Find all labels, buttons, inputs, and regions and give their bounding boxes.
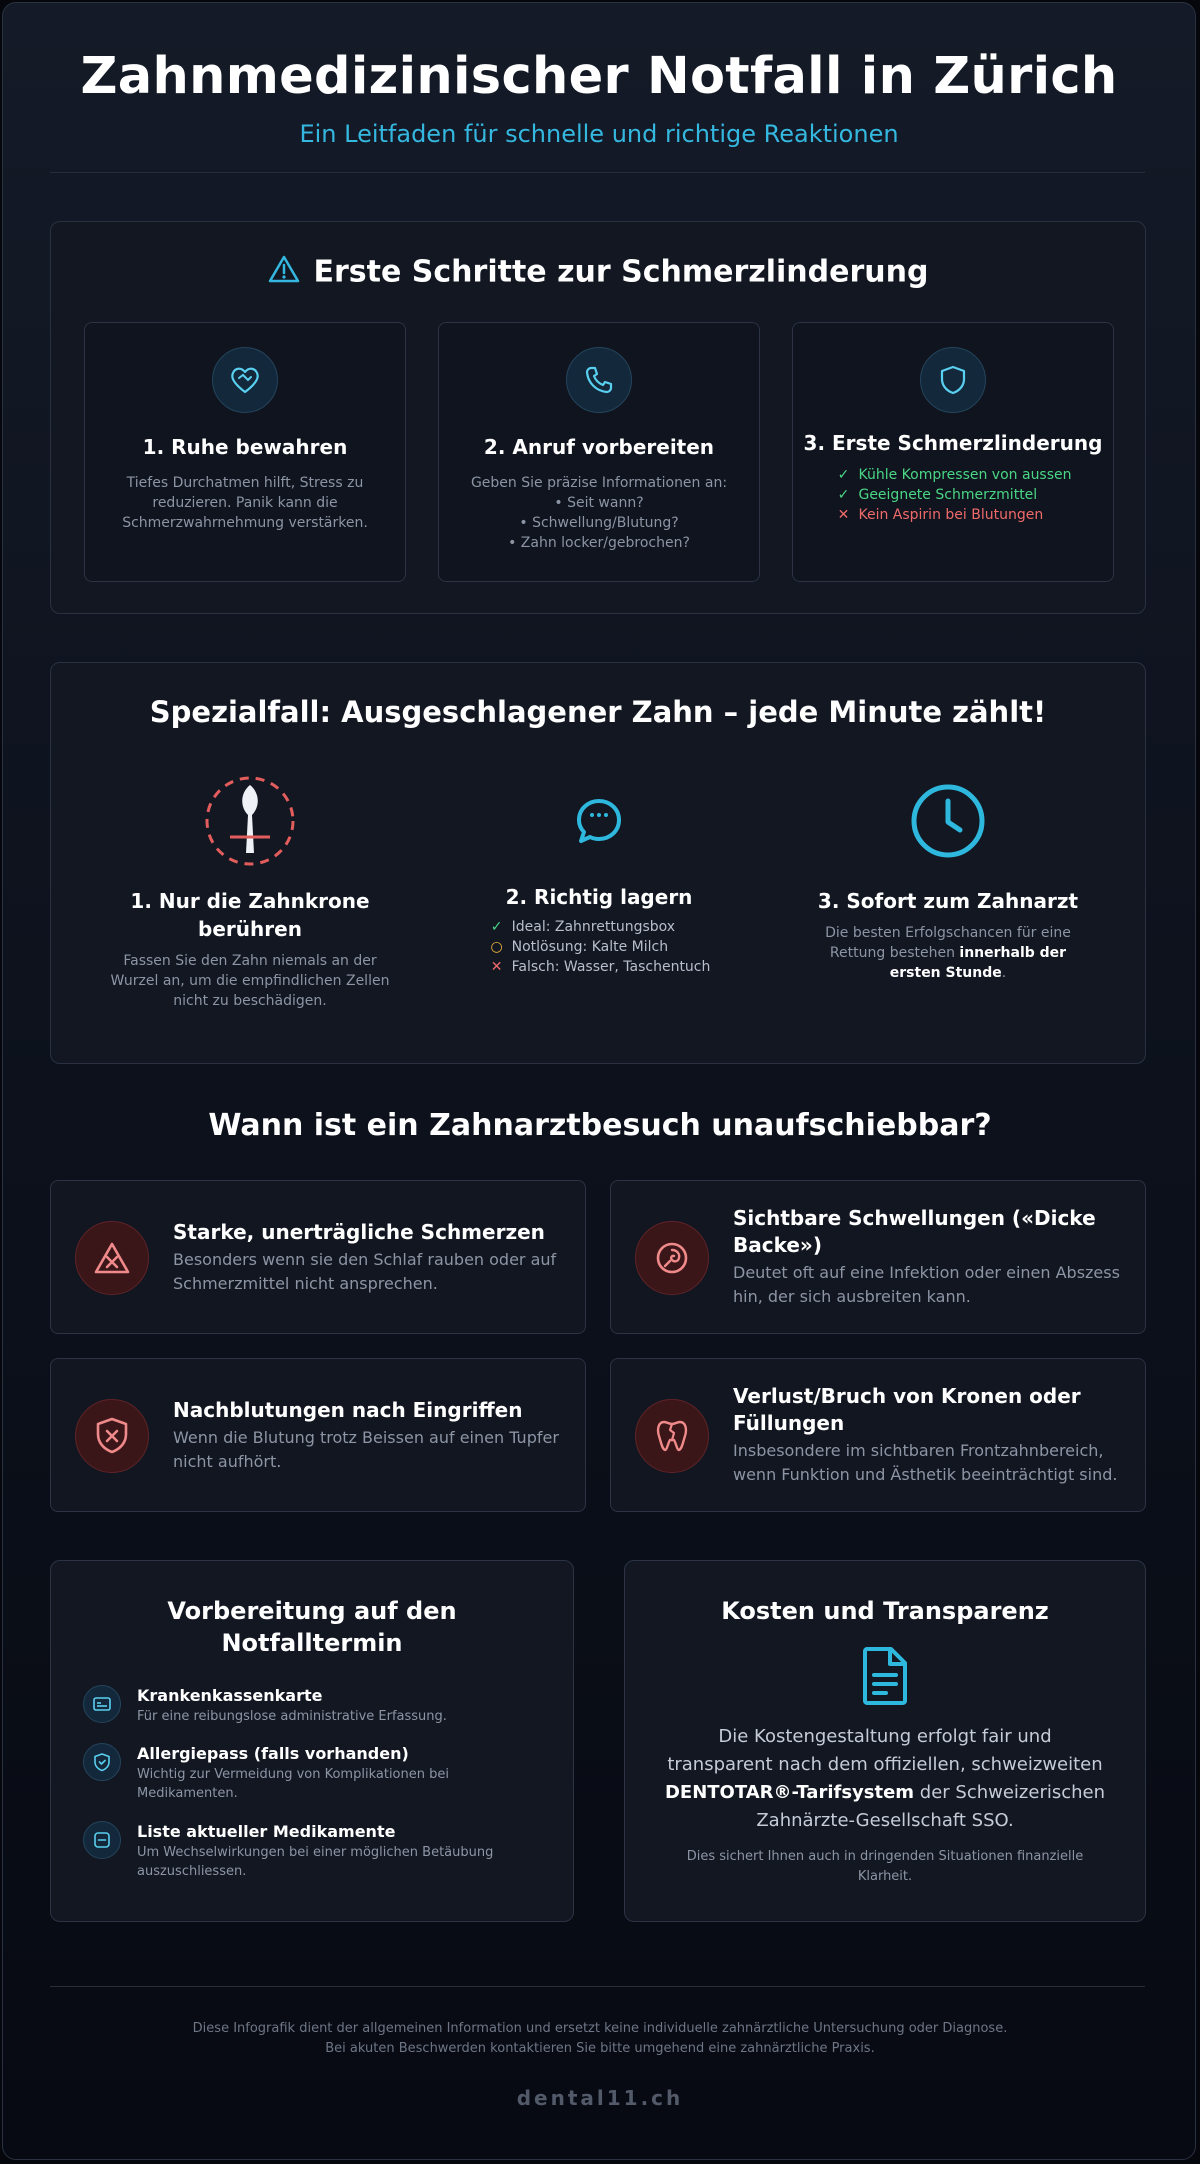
document-icon xyxy=(625,1645,1145,1707)
shield-icon xyxy=(920,347,986,413)
preparation-title: Vorbereitung auf den Notfalltermin xyxy=(167,1597,457,1657)
footer-disclaimer xyxy=(0,2019,1200,2059)
x-icon: ✕ xyxy=(837,507,850,523)
step-line: • Schwellung/Blutung? xyxy=(519,515,679,531)
urgent-card-text: Wenn die Blutung trotz Beissen auf einen Tupfer nicht aufhört. xyxy=(173,1428,559,1471)
costs-panel xyxy=(624,1560,1146,1922)
step-title: 2. Anruf vorbereiten xyxy=(483,435,715,459)
special-col-text: Fassen Sie den Zahn niemals an der Wurzel an, um die empfindlichen Zellen nicht zu beschädigen. xyxy=(110,953,390,1009)
prep-item-allergy-pass xyxy=(83,1743,553,1803)
urgent-card-crown xyxy=(610,1358,1146,1512)
special-col-dentist xyxy=(783,773,1113,983)
prep-item-text: Um Wechselwirkungen bei einer möglichen Betäubung auszuschliessen. xyxy=(137,1845,494,1879)
urgent-card-text: Deutet oft auf eine Infektion oder einen Abszess hin, der sich ausbreiten kann. xyxy=(733,1263,1120,1306)
shield-x-icon xyxy=(75,1399,149,1473)
page-subtitle: Ein Leitfaden für schnelle und richtige Reaktionen xyxy=(299,120,899,148)
prep-item-text: Für eine reibungslose administrative Erfassung. xyxy=(137,1709,447,1724)
text-segment: der Schweizerischen Zahnärzte-Gesellschaft SSO. xyxy=(756,1782,1106,1831)
text-segment: Die besten Erfolgschancen für eine Rettung bestehen xyxy=(825,925,1071,961)
text-segment: . xyxy=(1001,965,1007,981)
step-card-relief xyxy=(792,322,1114,582)
urgent-card-title: Sichtbare Schwellungen («Dicke Backe») xyxy=(733,1206,1096,1257)
alert-triangle-x-icon xyxy=(75,1221,149,1295)
prep-item-insurance-card xyxy=(83,1685,553,1726)
pill-list-icon xyxy=(83,1821,121,1859)
brand-logo: dental11.ch xyxy=(516,2086,684,2110)
broken-tooth-icon xyxy=(635,1399,709,1473)
special-col-title: 1. Nur die Zahnkrone berühren xyxy=(130,889,370,941)
prep-item-medication-list xyxy=(83,1821,553,1881)
step-title: 1. Ruhe bewahren xyxy=(142,435,348,459)
special-case-title: Spezialfall: Ausgeschlagener Zahn – jede Minute zählt! xyxy=(149,695,1047,729)
prep-item-text: Wichtig zur Vermeidung von Komplikationen bei Medikamenten. xyxy=(137,1767,449,1801)
id-card-icon xyxy=(83,1685,121,1723)
special-col-text xyxy=(803,923,1093,983)
list-item-text: Kühle Kompressen von aussen xyxy=(858,467,1072,483)
list-item xyxy=(488,957,711,977)
phone-icon xyxy=(566,347,632,413)
special-col-title: 3. Sofort zum Zahnarzt xyxy=(817,889,1079,913)
x-icon: ✕ xyxy=(490,959,503,975)
list-item-text: Geeignete Schmerzmittel xyxy=(858,487,1038,503)
urgent-card-title: Starke, unerträgliche Schmerzen xyxy=(173,1220,545,1244)
urgent-card-text: Besonders wenn sie den Schlaf rauben oder auf Schmerzmittel nicht ansprechen. xyxy=(173,1250,557,1293)
step-text: Tiefes Durchatmen hilft, Stress zu reduzieren. Panik kann die Schmerzwahrnehmung verstärken. xyxy=(122,475,368,531)
circle-icon: ○ xyxy=(490,939,503,955)
list-item xyxy=(834,465,1071,485)
step-intro: Geben Sie präzise Informationen an: xyxy=(470,475,728,491)
text-emphasis: innerhalb der ersten Stunde xyxy=(889,945,1067,981)
list-item-text: Notlösung: Kalte Milch xyxy=(511,939,669,955)
list-item-text: Kein Aspirin bei Blutungen xyxy=(858,507,1044,523)
urgent-card-title: Nachblutungen nach Eingriffen xyxy=(173,1398,523,1422)
list-item-text: Ideal: Zahnrettungsbox xyxy=(511,919,676,935)
disclaimer-line: Bei akuten Beschwerden kontaktieren Sie bitte umgehend eine zahnärztliche Praxis. xyxy=(325,2041,875,2056)
step-card-calm xyxy=(84,322,406,582)
special-col-title: 2. Richtig lagern xyxy=(505,885,693,909)
page-header xyxy=(3,3,1195,148)
urgent-card-bleeding xyxy=(50,1358,586,1512)
prep-item-title: Allergiepass (falls vorhanden) xyxy=(137,1744,409,1763)
relief-checklist xyxy=(834,465,1071,525)
alert-triangle-icon xyxy=(268,254,300,292)
clock-icon xyxy=(783,773,1113,873)
message-circle-icon xyxy=(434,773,764,869)
costs-text xyxy=(663,1723,1107,1835)
list-item xyxy=(488,917,711,937)
swelling-icon xyxy=(635,1221,709,1295)
page-title: Zahnmedizinischer Notfall in Zürich xyxy=(80,47,1118,106)
header-divider xyxy=(50,172,1145,173)
urgent-card-swelling xyxy=(610,1180,1146,1334)
costs-title: Kosten und Transparenz xyxy=(721,1597,1049,1625)
tooth-root-icon xyxy=(85,773,415,873)
step-text xyxy=(465,473,733,553)
first-steps-panel xyxy=(50,221,1146,614)
storage-checklist xyxy=(488,917,711,977)
list-item-text: Falsch: Wasser, Taschentuch xyxy=(511,959,711,975)
urgent-card-title: Verlust/Bruch von Kronen oder Füllungen xyxy=(733,1384,1081,1435)
step-line: • Zahn locker/gebrochen? xyxy=(508,535,690,551)
list-item xyxy=(834,485,1071,505)
preparation-panel xyxy=(50,1560,574,1922)
special-case-panel xyxy=(50,662,1146,1064)
urgent-title: Wann ist ein Zahnarztbesuch unaufschiebbar? xyxy=(208,1108,992,1143)
first-steps-heading xyxy=(51,254,1145,292)
heart-handshake-icon xyxy=(212,347,278,413)
step-card-call xyxy=(438,322,760,582)
list-item xyxy=(488,937,711,957)
text-segment: Die Kostengestaltung erfolgt fair und transparent nach dem offiziellen, schweizweiten xyxy=(667,1726,1103,1775)
check-icon: ✓ xyxy=(837,487,850,503)
prep-item-title: Liste aktueller Medikamente xyxy=(137,1822,396,1841)
urgent-card-text: Insbesondere im sichtbaren Frontzahnbereich, wenn Funktion und Ästhetik beeinträchtigt sind. xyxy=(733,1441,1118,1484)
urgent-card-pain xyxy=(50,1180,586,1334)
footer-divider xyxy=(50,1986,1145,1987)
text-emphasis: DENTOTAR®-Tarifsystem xyxy=(664,1782,915,1803)
special-col-crown xyxy=(85,773,415,1011)
shield-plus-icon xyxy=(83,1743,121,1781)
check-icon: ✓ xyxy=(490,919,503,935)
step-line: • Seit wann? xyxy=(554,495,644,511)
first-steps-title: Erste Schritte zur Schmerzlinderung xyxy=(313,254,929,290)
list-item xyxy=(834,505,1071,525)
special-col-storage xyxy=(434,773,764,977)
check-icon: ✓ xyxy=(837,467,850,483)
disclaimer-line: Diese Infografik dient der allgemeinen Information und ersetzt keine individuelle zahnärztliche Untersuchung oder Diagnose. xyxy=(192,2021,1008,2036)
prep-item-title: Krankenkassenkarte xyxy=(137,1686,323,1705)
step-title: 3. Erste Schmerzlinderung xyxy=(803,431,1103,455)
costs-note: Dies sichert Ihnen auch in dringenden Situationen finanzielle Klarheit. xyxy=(686,1849,1084,1884)
